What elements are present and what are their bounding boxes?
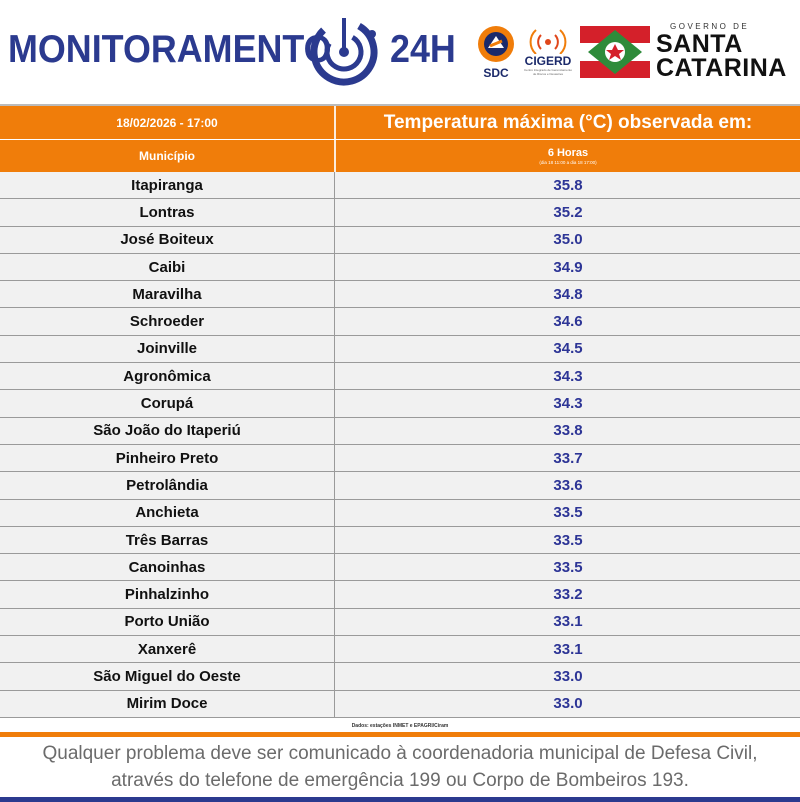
municipio-name: Itapiranga [131,176,203,194]
table-row [0,390,800,417]
footer-notice [0,737,800,797]
table-row [0,445,800,472]
column-divider [334,554,335,580]
table-row [0,308,800,335]
municipio-name: José Boiteux [120,231,214,249]
temperature-value: 33.2 [553,586,583,604]
temperature-value: 33.8 [553,422,583,440]
table-row [0,363,800,390]
column-header-period [336,140,800,172]
column-divider [334,691,335,717]
column-divider [334,363,335,389]
sdc-logo [474,24,518,82]
temperature-value: 33.5 [553,504,583,522]
temperature-value: 34.3 [553,367,583,385]
temperature-value: 34.3 [553,395,583,413]
column-divider [334,390,335,416]
column-divider [334,663,335,689]
bottom-bar [0,797,800,802]
temperature-value: 33.0 [553,667,583,685]
footer-line-1: Qualquer problema deve ser comunicado à coordenadoria municipal de Defesa Civil, [42,743,758,764]
data-source-note: Dados: estações INMET e EPAGRI/Ciram [0,720,800,732]
column-divider [334,500,335,526]
table-row [0,609,800,636]
municipio-name: Lontras [139,203,195,221]
column-divider [334,472,335,498]
cigerd-subtitle: Centro Integrado de Gerenciamento de Riscos e Desastres [523,68,573,76]
column-header-municipio: Município [139,149,195,163]
table-row [0,336,800,363]
municipio-name: Três Barras [125,531,209,549]
municipio-name: Caibi [148,258,186,276]
radar-icon [306,10,386,90]
page-header [0,0,800,104]
gov-label-line1: SANTA [656,30,743,58]
municipio-name: Porto União [124,613,210,631]
column-divider [334,418,335,444]
column-divider [334,281,335,307]
table-row [0,418,800,445]
period-label: 6 Horas [547,147,589,159]
table-row [0,527,800,554]
column-divider [334,527,335,553]
temperature-value: 33.1 [553,613,583,631]
municipio-name: São Miguel do Oeste [93,667,241,685]
column-divider [334,609,335,635]
table-row [0,581,800,608]
sdc-label: SDC [483,66,509,80]
table-row [0,199,800,226]
column-divider [334,199,335,225]
column-divider [334,636,335,662]
footer-line-2: através do telefone de emergência 199 ou Corpo de Bombeiros 193. [111,770,689,791]
column-divider [334,172,335,198]
table-row [0,554,800,581]
temperature-value: 35.2 [553,203,583,221]
table-row [0,500,800,527]
brand-title: MONITORAMENTO [8,28,332,71]
temperature-value: 33.7 [553,449,583,467]
temperature-value: 34.6 [553,313,583,331]
municipio-name: Petrolândia [126,476,208,494]
temperature-value: 34.8 [553,285,583,303]
gov-label-line2: CATARINA [656,54,787,82]
table-row [0,691,800,718]
temperature-value: 33.5 [553,558,583,576]
table-row [0,172,800,199]
column-divider [334,227,335,253]
municipio-name: Schroeder [129,313,205,331]
table-row [0,636,800,663]
temperature-value: 34.9 [553,258,583,276]
municipio-name: Xanxerê [137,640,197,658]
municipio-name: São João do Itaperiú [93,422,241,440]
municipio-name: Mirim Doce [126,695,208,713]
column-divider [334,336,335,362]
cigerd-logo [522,24,574,82]
temperature-value: 33.1 [553,640,583,658]
municipio-name: Agronômica [123,367,211,385]
table-header-row-1 [0,106,800,139]
signal-icon [522,24,574,54]
gov-label-small: GOVERNO DE [670,22,750,31]
column-divider [334,445,335,471]
table-body [0,172,800,718]
column-divider [334,254,335,280]
cigerd-label: CIGERD [524,54,572,68]
municipio-name: Joinville [136,340,198,358]
temperature-value: 34.5 [553,340,583,358]
table-row [0,663,800,690]
municipio-name: Pinheiro Preto [115,449,219,467]
table-header-row-2 [0,140,800,172]
santa-catarina-flag-icon [580,26,650,78]
table-row [0,472,800,499]
table-row [0,281,800,308]
sdc-emblem-icon [474,24,518,66]
brand-24h: 24H [390,28,456,71]
report-datetime: 18/02/2026 - 17:00 [116,115,218,130]
column-divider [334,581,335,607]
table-title: Temperatura máxima (°C) observada em: [383,111,753,133]
municipio-name: Maravilha [132,285,202,303]
temperature-value: 33.0 [553,695,583,713]
column-divider [334,308,335,334]
temperature-value: 33.6 [553,476,583,494]
temperature-value: 35.8 [553,176,583,194]
temperature-value: 35.0 [553,231,583,249]
municipio-name: Anchieta [135,504,199,522]
temperature-value: 33.5 [553,531,583,549]
table-row [0,254,800,281]
period-range: (dia 18 11:00 a dia 18 17:00) [539,160,597,165]
municipio-name: Pinhalzinho [124,586,210,604]
table-row [0,227,800,254]
municipio-name: Corupá [140,395,194,413]
municipio-name: Canoinhas [128,558,206,576]
